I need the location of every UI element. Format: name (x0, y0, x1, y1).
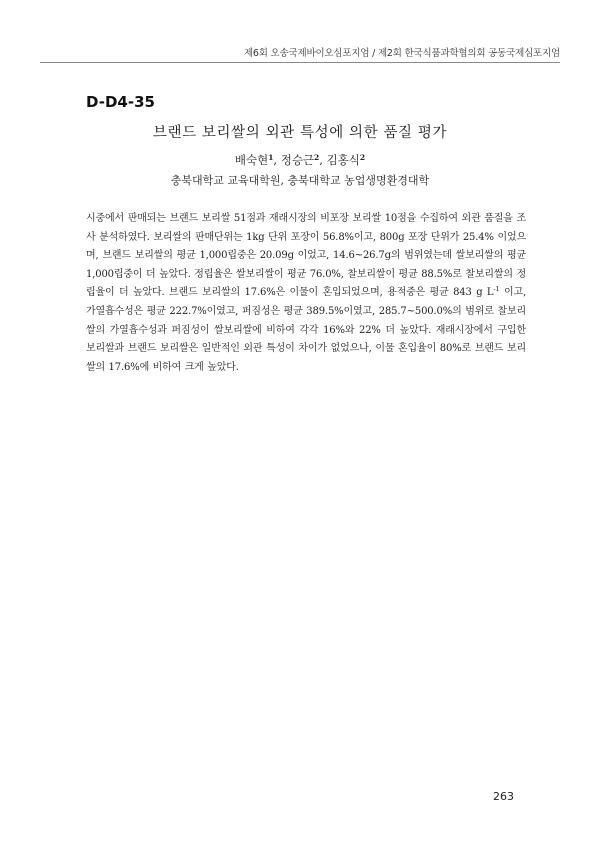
affiliation-mark: 2 (359, 153, 366, 162)
author-name: 김홍식 (326, 153, 360, 167)
abstract-text-part1: 시중에서 판매되는 브랜드 보리쌀 51점과 재래시장의 비포장 보리쌀 10점을 수집하여 외관 품질을 조사 분석하였다. 보리쌀의 판매단위는 1kg 단위 포장이 56.8%이고, 800g 포장 단위가 25.4% 이었으며, 브랜드 보리쌀의 평균 1,000립중은 20.09g 이었고, 14.6~26.7g의 범위였는데 쌀보리쌀의 평균 1,000립중이 더 높았다. 정립율은 쌀보리쌀이 평균 76.0%, 찰보리쌀이 평균 88.5%로 찰보리쌀의 정립율이 더 높았다. 브랜드 보리쌀의 17.6%은 이물이 혼입되었으며, 용적중은 평균 843 g L (86, 213, 526, 299)
paper-code: D-D4-35 (86, 93, 155, 111)
paper-title: 브랜드 보리쌀의 외관 특성에 의한 품질 평가 (152, 125, 448, 141)
author-list (0, 152, 600, 168)
abstract-paragraph (86, 210, 526, 377)
author-name: 정승근 (280, 153, 315, 167)
header-divider (40, 62, 560, 63)
abstract-body (86, 210, 526, 377)
affiliation-mark: 2 (314, 153, 320, 162)
affiliations: 충북대학교 교육대학원, 충북대학교 농업생명환경대학 (170, 174, 430, 187)
affiliation-mark: 1 (268, 153, 274, 162)
page-number: 263 (493, 790, 514, 803)
author-separator: , (273, 153, 281, 167)
running-header: 제6회 오송국제바이오심포지엄 / 제2회 한국식품과학협의회 공동국제심포지엄 (243, 48, 560, 59)
author-name: 배숙현 (234, 153, 269, 167)
author-separator: , (319, 153, 327, 167)
abstract-text-part2: 이고, 가열흡수성은 평균 222.7%이였고, 퍼짐성은 평균 389.5%이였고, 285.7~500.0%의 범위로 찰보리쌀의 가열흡수성과 퍼짐성이 쌀보리쌀에 비하여 각각 16%와 22% 더 높았다. 재래시장에서 구입한 보리쌀과 브랜드 보리쌀은 일반적인 외관 특성이 차이가 없었으나, 이물 혼입율이 80%로 브랜드 보리쌀의 17.6%에 비하여 크게 높았다. (86, 287, 526, 373)
unit-superscript: -1 (493, 285, 500, 294)
